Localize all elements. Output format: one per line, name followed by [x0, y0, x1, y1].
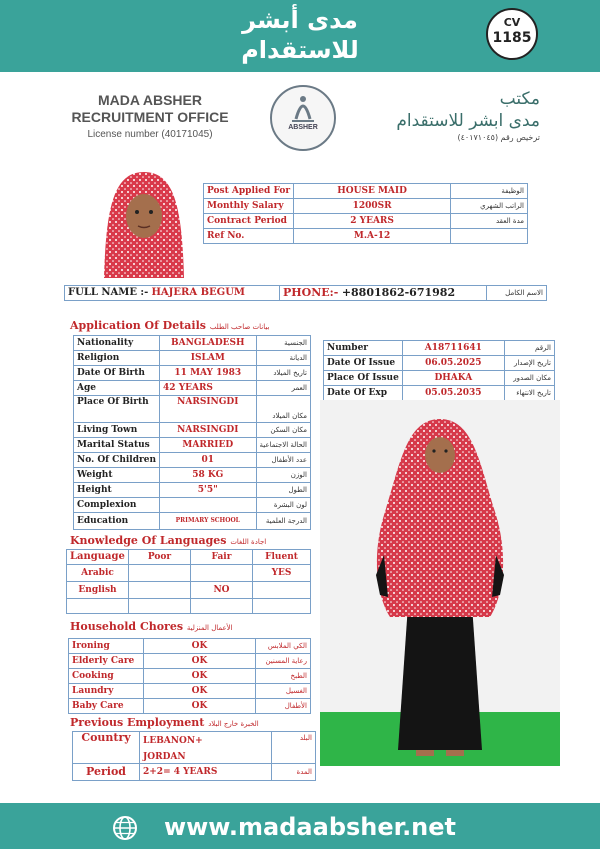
country-label-ar: البلد [272, 732, 316, 764]
app-label: Nationality [74, 336, 160, 351]
table-row [74, 513, 311, 530]
cv-badge [486, 8, 538, 60]
period-label-ar: المدة [272, 764, 316, 781]
job-table [203, 183, 528, 244]
app-label: Age [74, 381, 160, 396]
chores-table [68, 638, 311, 714]
application-title [70, 319, 269, 332]
job-label-ar: الوظيفة [451, 184, 528, 199]
job-label: Contract Period [204, 214, 294, 229]
table-row [324, 386, 555, 401]
logo-caption: ABSHER [288, 124, 318, 131]
table-row [67, 565, 311, 582]
chore-label-ar: الطبخ [256, 669, 311, 684]
table-row [204, 199, 528, 214]
lang-empty [129, 599, 191, 614]
phone-label: PHONE:- [283, 286, 339, 299]
chore-value: OK [144, 669, 256, 684]
country-label: Country [73, 732, 140, 764]
lang-name: Arabic [67, 565, 129, 582]
lang-fluent [253, 582, 311, 599]
table-row [67, 550, 311, 565]
full-name-label: FULL NAME :- [68, 287, 149, 298]
lang-poor [129, 565, 191, 582]
languages-title-ar: اجادة اللغات [230, 538, 267, 546]
passport-label-ar: تاريخ الإصدار [504, 356, 554, 371]
app-value: 11 MAY 1983 [160, 366, 257, 381]
lang-empty [191, 599, 253, 614]
app-label: Marital Status [74, 438, 160, 453]
full-body-photo [320, 405, 560, 760]
office-name-ar-1: مكتب [499, 89, 540, 109]
app-label-ar: الوزن [256, 468, 310, 483]
phone-cell [280, 286, 487, 301]
app-label-ar: الحالة الاجتماعية [256, 438, 310, 453]
table-row [74, 381, 311, 396]
chore-label-ar: الكي الملابس [256, 639, 311, 654]
app-label: Education [74, 513, 160, 530]
app-label: Living Town [74, 423, 160, 438]
table-row [69, 639, 311, 654]
table-row [65, 286, 547, 301]
office-logo [270, 85, 336, 151]
passport-value: A18711641 [402, 341, 504, 356]
passport-label: Place Of Issue [324, 371, 403, 386]
lang-name: English [67, 582, 129, 599]
app-label-ar: العمر [256, 381, 310, 396]
chore-value: OK [144, 639, 256, 654]
chore-label-ar: الغسيل [256, 684, 311, 699]
table-row [67, 582, 311, 599]
chore-label: Ironing [69, 639, 144, 654]
app-value: MARRIED [160, 438, 257, 453]
table-row [74, 351, 311, 366]
table-row [74, 498, 311, 513]
job-label-ar: الراتب الشهري [451, 199, 528, 214]
app-value: 01 [160, 453, 257, 468]
chore-label: Elderly Care [69, 654, 144, 669]
languages-title-en: Knowledge Of Languages [70, 534, 227, 547]
country-value-1: LEBANON+ [143, 736, 203, 746]
passport-label: Number [324, 341, 403, 356]
lang-header: Fluent [253, 550, 311, 565]
app-label-ar: عدد الأطفال [256, 453, 310, 468]
lang-empty [253, 599, 311, 614]
passport-value: 05.05.2035 [402, 386, 504, 401]
table-row [69, 654, 311, 669]
header-title-line2: للاستقدام [241, 36, 359, 64]
app-label: Weight [74, 468, 160, 483]
chore-label: Cooking [69, 669, 144, 684]
languages-title [70, 534, 266, 547]
chores-title [70, 620, 233, 633]
lang-poor [129, 582, 191, 599]
table-row [74, 483, 311, 498]
office-name-ar-2: مدى ابشر للاستقدام [396, 111, 540, 131]
app-value [160, 498, 257, 513]
chore-value: OK [144, 654, 256, 669]
table-row [74, 438, 311, 453]
lang-header: Poor [129, 550, 191, 565]
chores-title-en: Household Chores [70, 620, 184, 633]
table-row [74, 366, 311, 381]
app-label-ar: لون البشرة [256, 498, 310, 513]
app-label-ar: تاريخ الميلاد [256, 366, 310, 381]
table-row [204, 229, 528, 244]
app-label: Place Of Birth [74, 396, 160, 423]
table-row [74, 396, 311, 423]
passport-label-ar: الرقم [504, 341, 554, 356]
full-name-value: HAJERA BEGUM [151, 287, 245, 298]
employment-title-ar: الخبرة خارج البلاد [208, 720, 259, 728]
app-value: 5'5" [160, 483, 257, 498]
table-row [204, 214, 528, 229]
table-row [73, 732, 316, 764]
license-ar: ترخيص رقم (٤٠١٧١٠٤٥) [457, 133, 540, 142]
passport-value: 06.05.2025 [402, 356, 504, 371]
job-label: Ref No. [204, 229, 294, 244]
period-value: 2+2= 4 YEARS [140, 764, 272, 781]
employment-table [72, 731, 316, 781]
app-value: ISLAM [160, 351, 257, 366]
chore-label: Baby Care [69, 699, 144, 714]
app-label-ar: مكان الميلاد [256, 396, 310, 423]
app-label: Religion [74, 351, 160, 366]
job-value: HOUSE MAID [294, 184, 451, 199]
chore-value: OK [144, 699, 256, 714]
employment-title-en: Previous Employment [70, 716, 205, 729]
table-row [74, 336, 311, 351]
app-label: Height [74, 483, 160, 498]
phone-value: +8801862-671982 [341, 286, 456, 299]
job-label: Post Applied For [204, 184, 294, 199]
app-label: Complexion [74, 498, 160, 513]
header-title-line1: مدى أبشر [242, 6, 358, 34]
passport-label-ar: تاريخ الانتهاء [504, 386, 554, 401]
name-table [64, 285, 547, 301]
app-label-ar: الجنسية [256, 336, 310, 351]
logo-icon [272, 87, 334, 127]
chore-label: Laundry [69, 684, 144, 699]
application-title-ar: بيانات صاحب الطلب [209, 323, 270, 331]
app-label: Date Of Birth [74, 366, 160, 381]
app-value: NARSINGDI [160, 423, 257, 438]
app-value: BANGLADESH [160, 336, 257, 351]
lang-fluent: YES [253, 565, 311, 582]
job-label-ar [451, 229, 528, 244]
job-value: 2 YEARS [294, 214, 451, 229]
table-row [204, 184, 528, 199]
portrait-image [96, 166, 192, 278]
app-label-ar: الدرجة العلمية [256, 513, 310, 530]
table-row [324, 341, 555, 356]
app-label-ar: الطول [256, 483, 310, 498]
app-value: 42 YEARS [160, 381, 257, 396]
period-label: Period [73, 764, 140, 781]
table-row [73, 764, 316, 781]
country-cell [140, 732, 272, 764]
passport-value: DHAKA [402, 371, 504, 386]
license-en: License number (40171045) [87, 129, 213, 140]
table-row [324, 371, 555, 386]
app-label-ar: مكان السكن [256, 423, 310, 438]
passport-label-ar: مكان الصدور [504, 371, 554, 386]
cv-number: 1185 [492, 30, 532, 46]
table-row [69, 669, 311, 684]
portrait-photo [96, 166, 192, 278]
employment-title [70, 716, 259, 729]
table-row [67, 599, 311, 614]
office-name-en: MADA ABSHER RECRUITMENT OFFICE [71, 92, 229, 125]
app-value: PRIMARY SCHOOL [160, 513, 257, 530]
lang-fair [191, 565, 253, 582]
app-value: NARSINGDI [160, 396, 257, 423]
job-label: Monthly Salary [204, 199, 294, 214]
passport-table [323, 340, 555, 401]
lang-header: Fair [191, 550, 253, 565]
job-label-ar: مدة العقد [451, 214, 528, 229]
application-title-en: Application Of Details [70, 319, 206, 332]
chore-label-ar: رعاية المسنين [256, 654, 311, 669]
chores-title-ar: الأعمال المنزلية [186, 624, 233, 632]
table-row [324, 356, 555, 371]
chore-label-ar: الأطفال [256, 699, 311, 714]
job-value: 1200SR [294, 199, 451, 214]
lang-fair: NO [191, 582, 253, 599]
office-name-ar [380, 88, 540, 132]
passport-label: Date Of Issue [324, 356, 403, 371]
application-table [73, 335, 311, 530]
table-row [74, 468, 311, 483]
lang-header: Language [67, 550, 129, 565]
app-value: 58 KG [160, 468, 257, 483]
table-row [69, 699, 311, 714]
cv-label: CV [503, 16, 521, 29]
job-value: M.A-12 [294, 229, 451, 244]
table-row [74, 453, 311, 468]
passport-label: Date Of Exp [324, 386, 403, 401]
country-value-2: JORDAN [143, 752, 186, 762]
languages-table [66, 549, 311, 614]
website-link[interactable]: www.madaabsher.net [163, 813, 457, 841]
app-label: No. Of Children [74, 453, 160, 468]
name-label-ar: الاسم الكامل [487, 286, 547, 301]
table-row [69, 684, 311, 699]
table-row [74, 423, 311, 438]
lang-empty [67, 599, 129, 614]
app-label-ar: الديانة [256, 351, 310, 366]
chore-value: OK [144, 684, 256, 699]
full-name-cell [65, 286, 280, 301]
